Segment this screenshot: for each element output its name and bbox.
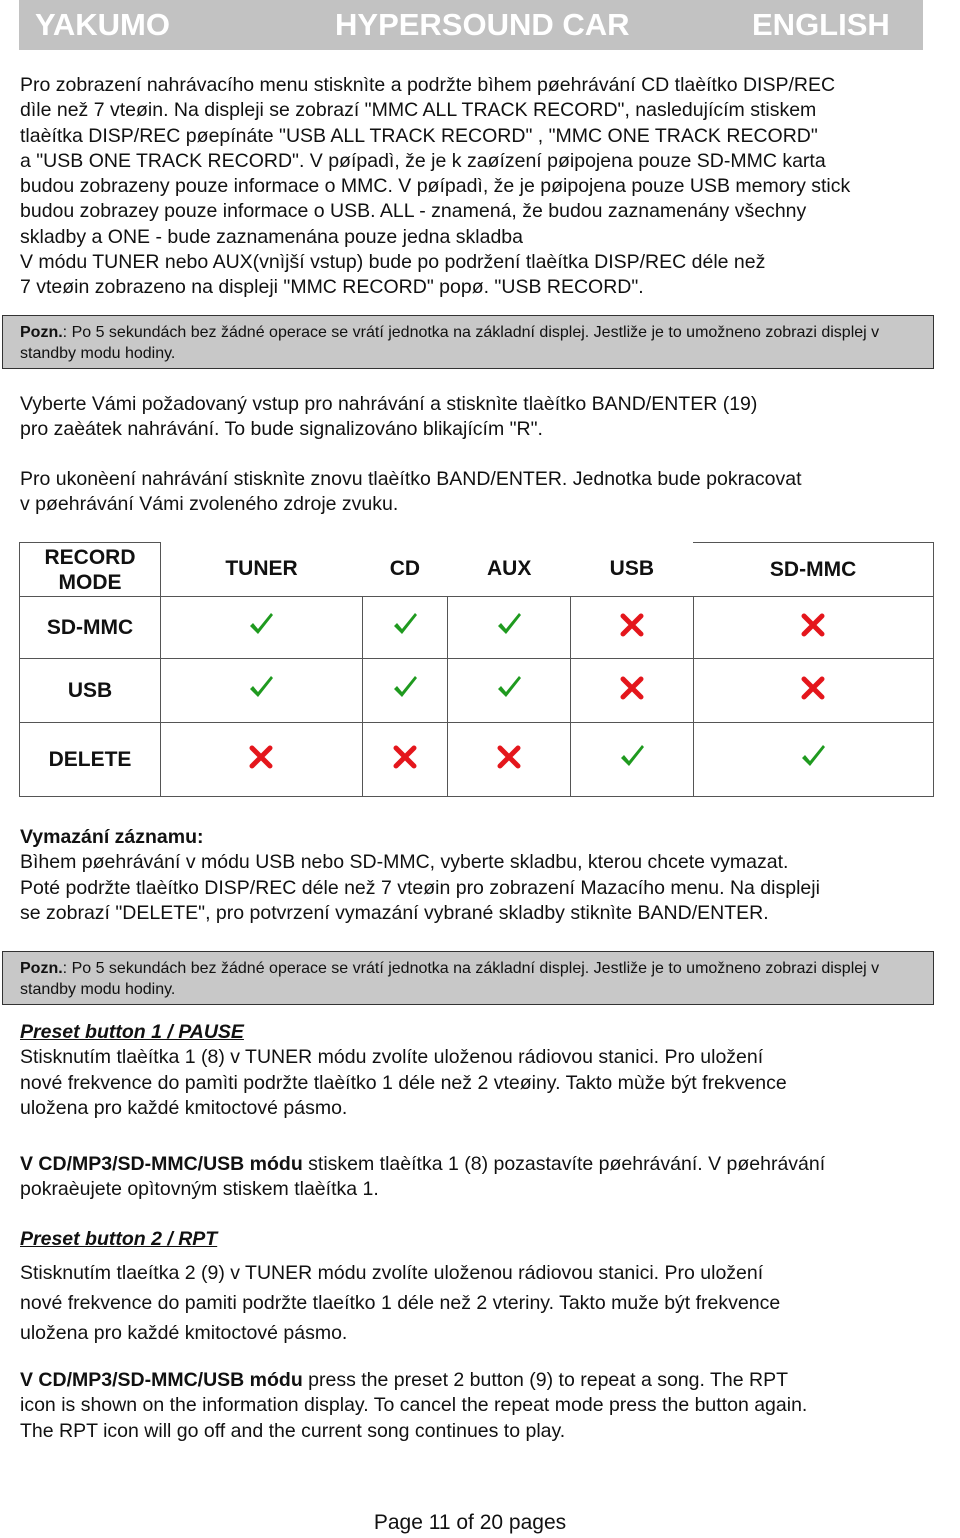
- text-line: pokraèujete opìtovným stiskem tlaèítka 1.: [20, 1178, 379, 1201]
- check-icon: [494, 610, 524, 640]
- preset1-section: [20, 1020, 955, 1121]
- note-label: Pozn.: [20, 960, 63, 977]
- column-header: AUX: [448, 543, 571, 597]
- mark-cell: [693, 659, 933, 723]
- text-line: a "USB ONE TRACK RECORD". V pøípadì, že je k zaøízení pøipojena pouze SD-MMC karta: [20, 149, 826, 172]
- mark-cell: [448, 659, 571, 723]
- row-label: USB: [20, 659, 161, 723]
- check-icon: [390, 673, 420, 703]
- mark-cell: [693, 597, 933, 659]
- brand-title: YAKUMO: [35, 7, 170, 42]
- column-header: CD: [362, 543, 448, 597]
- check-icon: [246, 610, 276, 640]
- mark-cell: [693, 723, 933, 797]
- mark-cell: [161, 597, 363, 659]
- corner-line: MODE: [58, 570, 122, 594]
- table-row: [20, 659, 934, 723]
- note-label: Pozn.: [20, 324, 63, 341]
- text-line: 7 vteøin zobrazeno na displeji "MMC RECORD" popø. "USB RECORD".: [20, 276, 644, 299]
- finish-paragraph: [20, 467, 955, 518]
- text-line: pro zaèátek nahrávání. To bude signalizováno blikajícím "R".: [20, 418, 543, 441]
- row-label: SD-MMC: [20, 597, 161, 659]
- mode-rest: stiskem tlaèítka 1 (8) pozastavíte pøehrávání. V pøehrávání: [302, 1153, 826, 1175]
- page-header: [19, 0, 923, 50]
- text-line: budou zobrazeny pouze informace o MMC. V pøípadì, že je pøipojena pouze USB memory stick: [20, 175, 851, 198]
- cross-icon: [390, 742, 420, 772]
- cross-icon: [617, 610, 647, 640]
- text-line: Bìhem pøehrávání v módu USB nebo SD-MMC, vyberte skladbu, kterou chcete vymazat.: [20, 851, 789, 874]
- note-text: : Po 5 sekundách bez žádné operace se vrátí jednotka na základní displej. Jestliže je to umožneno zobrazi displej v standby modu hodiny.: [20, 324, 880, 362]
- check-icon: [390, 610, 420, 640]
- delete-section: [20, 825, 955, 926]
- text-line: skladby a ONE - bude zaznamenána pouze jedna skladba: [20, 225, 523, 248]
- text-line: [20, 1368, 955, 1393]
- mark-cell: [161, 659, 363, 723]
- mark-cell: [161, 723, 363, 797]
- mark-cell: [362, 659, 448, 723]
- text-line: Stisknutím tlaeítka 2 (9) v TUNER módu zvolíte uloženou rádiovou stanici. Pro uložení: [20, 1262, 764, 1284]
- text-line: dìle než 7 vteøin. Na displeji se zobrazí "MMC ALL TRACK RECORD", nasledujícím stiskem: [20, 99, 817, 122]
- column-header: USB: [571, 543, 694, 597]
- text-line: Vyberte Vámi požadovaný vstup pro nahrávání a stisknìte tlaèítko BAND/ENTER (19): [20, 393, 758, 415]
- column-header: SD-MMC: [693, 543, 933, 597]
- cross-icon: [617, 673, 647, 703]
- check-icon: [798, 742, 828, 772]
- note-text: : Po 5 sekundách bez žádné operace se vrátí jednotka na základní displej. Jestliže je to umožneno zobrazi displej v standby modu hodiny.: [20, 960, 880, 998]
- mark-cell: [571, 659, 694, 723]
- delete-heading: Vymazání záznamu:: [20, 826, 204, 848]
- preset1-heading: Preset button 1 / PAUSE: [20, 1021, 244, 1043]
- check-icon: [494, 673, 524, 703]
- text-line: Poté podržte tlaèítko DISP/REC déle než 7 vteøin pro zobrazení Mazacího menu. Na displeji: [20, 876, 820, 899]
- table-header-row: [20, 543, 934, 597]
- column-header: TUNER: [161, 543, 363, 597]
- text-line: Pro ukonèení nahrávání stisknìte znovu tlaèítko BAND/ENTER. Jednotka bude pokracovat: [20, 468, 802, 490]
- corner-line: RECORD: [44, 545, 136, 569]
- intro-paragraph: [20, 73, 955, 301]
- mark-cell: [571, 723, 694, 797]
- preset2-mode: [20, 1368, 955, 1444]
- text-line: uložena pro každé kmitoctové pásmo.: [20, 1322, 348, 1344]
- note-box: [2, 951, 934, 1005]
- text-line: nové frekvence do pamìti podržte tlaèítko 1 déle než 2 vteøiny. Takto mùže být frekvence: [20, 1071, 787, 1094]
- text-line: uložena pro každé kmitoctové pásmo.: [20, 1096, 348, 1119]
- cross-icon: [246, 742, 276, 772]
- preset2-section: [20, 1258, 955, 1348]
- mode-bold: V CD/MP3/SD-MMC/USB módu: [20, 1369, 303, 1391]
- text-line: Pro zobrazení nahrávacího menu stisknìte a podržte bìhem pøehrávání CD tlaèítko DISP/REC: [20, 74, 836, 96]
- preset2-heading: Preset button 2 / RPT: [20, 1228, 218, 1250]
- mark-cell: [571, 597, 694, 659]
- product-title: HYPERSOUND CAR: [335, 7, 630, 42]
- text-line: The RPT icon will go off and the current song continues to play.: [20, 1419, 566, 1442]
- cross-icon: [798, 610, 828, 640]
- select-paragraph: [20, 392, 955, 443]
- text-line: icon is shown on the information display. To cancel the repeat mode press the button again.: [20, 1394, 808, 1417]
- mark-cell: [362, 723, 448, 797]
- language-title: ENGLISH: [752, 7, 890, 42]
- preset1-mode: [20, 1152, 955, 1203]
- text-line: V módu TUNER nebo AUX(vnìjší vstup) bude po podržení tlaèítka DISP/REC déle než: [20, 251, 766, 274]
- check-icon: [617, 742, 647, 772]
- text-line: [20, 1152, 955, 1177]
- mark-cell: [362, 597, 448, 659]
- text-line: se zobrazí "DELETE", pro potvrzení vymazání vybrané skladby stiknìte BAND/ENTER.: [20, 901, 769, 924]
- check-icon: [246, 673, 276, 703]
- table-row: [20, 723, 934, 797]
- cross-icon: [494, 742, 524, 772]
- cross-icon: [798, 673, 828, 703]
- mark-cell: [448, 597, 571, 659]
- mark-cell: [448, 723, 571, 797]
- table-row: [20, 597, 934, 659]
- record-mode-table: [19, 542, 934, 797]
- mode-rest: press the preset 2 button (9) to repeat a song. The RPT: [302, 1369, 788, 1391]
- text-line: Stisknutím tlaèítka 1 (8) v TUNER módu zvolíte uloženou rádiovou stanici. Pro uložení: [20, 1046, 764, 1069]
- text-line: nové frekvence do pamiti podržte tlaeítko 1 déle než 2 vteriny. Takto muže být frekvence: [20, 1292, 781, 1314]
- row-label: DELETE: [20, 723, 161, 797]
- mode-bold: V CD/MP3/SD-MMC/USB módu: [20, 1153, 303, 1175]
- note-box: [2, 315, 934, 369]
- text-line: v pøehrávání Vámi zvoleného zdroje zvuku.: [20, 493, 399, 516]
- preset2-heading-wrap: [20, 1227, 955, 1252]
- table-corner-cell: [20, 543, 161, 597]
- text-line: budou zobrazey pouze informace o USB. ALL - znamená, že budou zaznamenány všechny: [20, 200, 807, 223]
- text-line: tlaèítka DISP/REC pøepínáte "USB ALL TRACK RECORD" , "MMC ONE TRACK RECORD": [20, 124, 818, 147]
- page-footer: Page 11 of 20 pages: [373, 1511, 567, 1534]
